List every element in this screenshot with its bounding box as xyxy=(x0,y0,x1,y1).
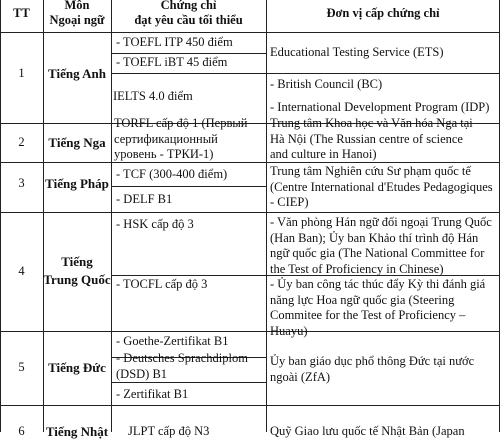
row-3-number: 3 xyxy=(18,176,25,190)
row-6-cert: JLPT cấp độ N3 xyxy=(128,424,210,438)
row-1-language: Tiếng Anh xyxy=(48,66,106,81)
row-1-cert-3: IELTS 4.0 điểm xyxy=(113,89,193,103)
row-4-number: 4 xyxy=(18,264,25,278)
row-2-issuer: Trung tâm Khoa học và Văn hóa Nga tại Hà Nội (The Russian centre of science and culture in Hanoi) xyxy=(270,116,473,161)
header-issuer: Đơn vị cấp chứng chỉ xyxy=(326,6,440,20)
row-5-issuer: Ủy ban giáo dục phổ thông Đức tại nước ngoài (ZfA) xyxy=(270,354,475,384)
header-certificate-line2: đạt yêu cầu tối thiểu xyxy=(134,13,243,27)
row-1-issuer-2: - British Council (BC) xyxy=(270,77,383,91)
row-4-issuer-1: - Văn phòng Hán ngữ đối ngoại Trung Quốc (Han Ban); Ủy ban Khảo thí trình độ Hán ngữ quốc gia (The National Committee for the Test of Proficiency in Chinese) xyxy=(270,215,492,276)
row-5-cert-2: - Deutsches Sprachdiplom (DSD) B1 xyxy=(116,351,248,381)
row-1-cert-2: - TOEFL iBT 45 điểm xyxy=(116,55,228,69)
row-1-issuer-3: - International Development Program (IDP) xyxy=(270,100,490,114)
header-certificate-line1: Chứng chỉ xyxy=(160,0,217,12)
row-1-number: 1 xyxy=(18,66,25,80)
row-1-issuer-1: Educational Testing Service (ETS) xyxy=(270,45,444,59)
header-language-line2: Ngoại ngữ xyxy=(49,13,105,27)
row-1-cert-1: - TOEFL ITP 450 điểm xyxy=(116,35,233,49)
row-6-issuer: Quỹ Giao lưu quốc tế Nhật Bản (Japan xyxy=(270,424,465,438)
row-5-cert-3: - Zertifikat B1 xyxy=(116,387,189,401)
row-4-cert-2: - TOCFL cấp độ 3 xyxy=(116,277,208,291)
row-3-issuer: Trung tâm Nghiên cứu Sư phạm quốc tế (Centre International d'Etudes Pedagogiques - CIEP) xyxy=(270,164,493,209)
row-4-issuer-2: - Ủy ban công tác thúc đẩy Kỳ thi đánh giá năng lực Hoa ngữ quốc gia (Steering Commitee for the Test of Proficiency – Huayu) xyxy=(270,277,486,338)
row-5-language: Tiếng Đức xyxy=(48,360,106,375)
row-2-number: 2 xyxy=(18,135,25,149)
row-4-language-line2: Trung Quốc xyxy=(43,272,111,287)
row-3-cert-2: - DELF B1 xyxy=(116,192,173,206)
row-3-cert-1: - TCF (300-400 điểm) xyxy=(116,167,228,181)
row-6-number: 6 xyxy=(18,424,25,438)
row-2-language: Tiếng Nga xyxy=(48,135,106,150)
row-5-number: 5 xyxy=(18,360,25,374)
row-2-cert: TORFL cấp độ 1 (Первый сертификационный уровень - ТРКИ-1) xyxy=(114,116,248,161)
row-6-language: Tiếng Nhật xyxy=(45,424,109,439)
row-4-cert-1: - HSK cấp độ 3 xyxy=(116,217,194,231)
row-3-language: Tiếng Pháp xyxy=(45,176,109,191)
row-4-language-line1: Tiếng xyxy=(61,254,93,269)
header-tt: TT xyxy=(13,6,30,20)
row-5-cert-1: - Goethe-Zertifikat B1 xyxy=(116,334,229,348)
header-language-line1: Môn xyxy=(64,0,90,12)
